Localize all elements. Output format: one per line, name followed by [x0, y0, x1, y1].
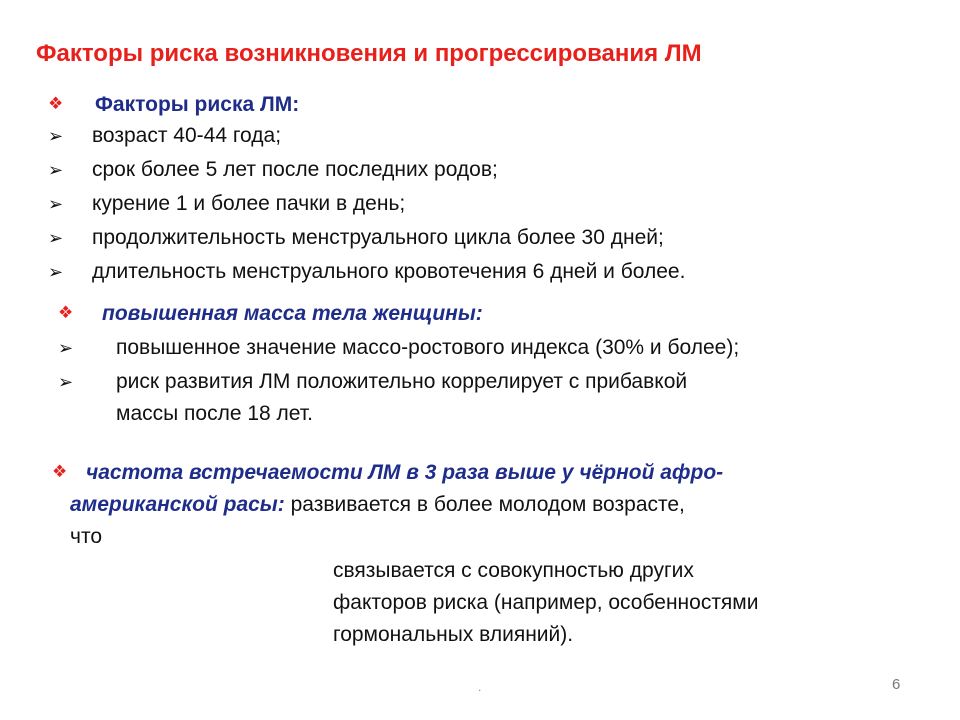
- arrow-bullet-icon: ➢: [58, 338, 74, 358]
- section3-line4: связывается с совокупностью других: [333, 559, 694, 582]
- section3-header-line2: американской расы:: [70, 493, 285, 516]
- section1-item: возраст 40-44 года;: [92, 124, 282, 147]
- section1-header: Факторы риска ЛМ:: [95, 93, 300, 116]
- section2-item-continuation: массы после 18 лет.: [116, 402, 313, 425]
- section1-item: продолжительность менструального цикла более 30 дней;: [92, 226, 664, 249]
- section2-item: повышенное значение массо-ростового индекса (30% и более);: [116, 336, 740, 359]
- page-number: 6: [892, 676, 901, 693]
- slide-title: Факторы риска возникновения и прогрессирования ЛМ: [36, 40, 702, 67]
- arrow-bullet-icon: ➢: [48, 160, 64, 180]
- diamond-bullet-icon: ❖: [52, 462, 68, 481]
- arrow-bullet-icon: ➢: [48, 228, 64, 248]
- section3-line6: гормональных влияний).: [333, 623, 574, 646]
- diamond-bullet-icon: ❖: [48, 94, 64, 113]
- section1-item: срок более 5 лет после последних родов;: [92, 158, 498, 181]
- section3-line3: что: [70, 525, 103, 548]
- section3-line5: факторов риска (например, особенностями: [333, 591, 759, 614]
- arrow-bullet-icon: ➢: [58, 372, 74, 392]
- section2-item: риск развития ЛМ положительно коррелирует с прибавкой: [116, 370, 688, 393]
- section3-line2: [70, 493, 685, 517]
- section2-header: повышенная масса тела женщины:: [102, 302, 483, 325]
- arrow-bullet-icon: ➢: [48, 126, 64, 146]
- arrow-bullet-icon: ➢: [48, 262, 64, 282]
- section1-item: длительность менструального кровотечения 6 дней и более.: [92, 260, 686, 283]
- section3-line2-rest: развивается в более молодом возрасте,: [284, 493, 685, 516]
- diamond-bullet-icon: ❖: [58, 303, 74, 322]
- section1-item: курение 1 и более пачки в день;: [92, 192, 406, 215]
- footer-dot: .: [478, 680, 482, 694]
- arrow-bullet-icon: ➢: [48, 194, 64, 214]
- section3-header-line1: частота встречаемости ЛМ в 3 раза выше у чёрной афро-: [86, 461, 724, 484]
